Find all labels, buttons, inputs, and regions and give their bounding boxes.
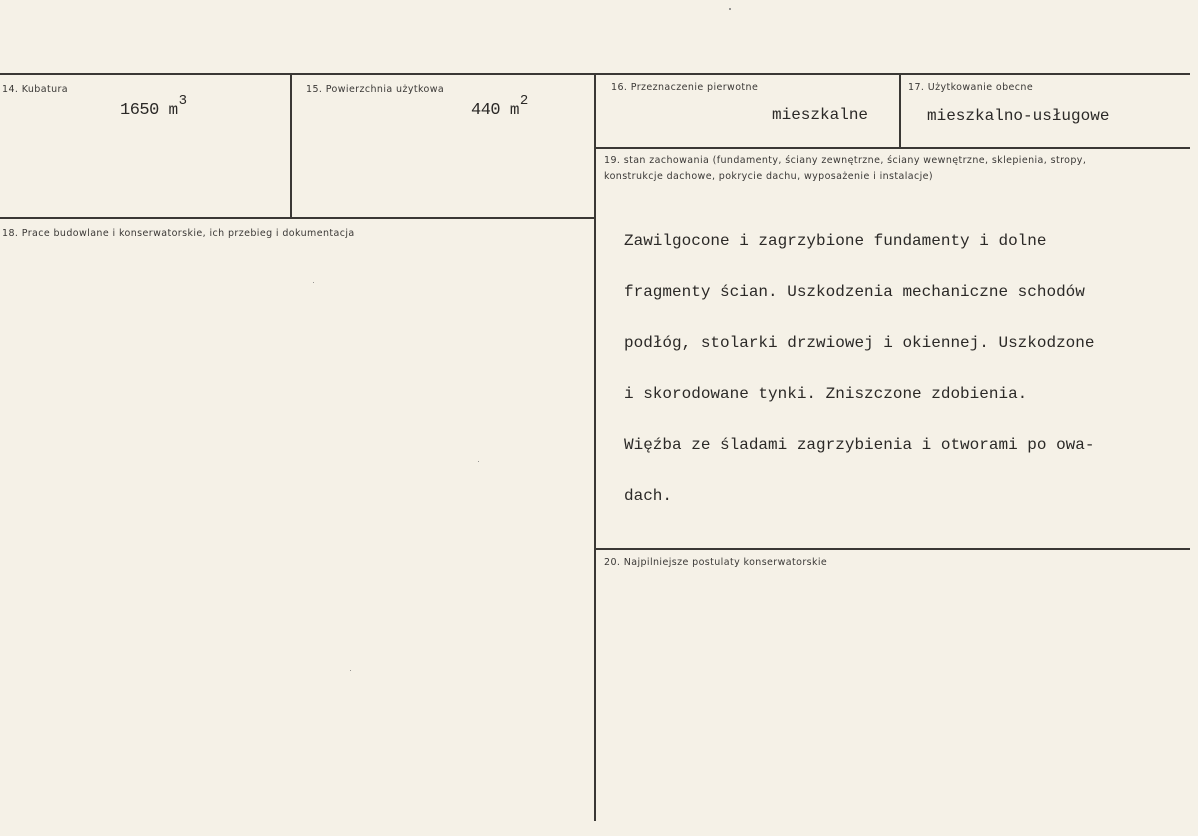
- field-14-label: 14. Kubatura: [2, 84, 69, 95]
- field-19-label: 19. stan zachowania (fundamenty, ściany zewnętrzne, ściany wewnętrzne, sklepienia, stropy, konstrukcje dachowe, pokrycie dachu, wyposażenie i instalacje): [604, 155, 1087, 182]
- field-16-label: 16. Przeznaczenie pierwotne: [611, 82, 759, 93]
- paper-speck: [350, 670, 351, 671]
- divider-left-right: [594, 74, 596, 821]
- condition-line: Więźba ze śladami zagrzybienia i otworami po owa-: [624, 436, 1095, 454]
- field-18-label: 18. Prace budowlane i konserwatorskie, ich przebieg i dokumentacja: [2, 228, 355, 239]
- field-14-value: [120, 93, 187, 120]
- condition-line: dach.: [624, 487, 673, 505]
- paper-speck: [313, 282, 314, 283]
- field-15-label: 15. Powierzchnia użytkowa: [306, 84, 445, 95]
- area-number: 440: [471, 101, 501, 120]
- rule-under-14-15: [0, 217, 595, 219]
- field-17-value: mieszkalno-usługowe: [927, 107, 1110, 125]
- paper-speck: [729, 8, 731, 10]
- volume-unit: m: [168, 101, 178, 119]
- field-16-value: mieszkalne: [772, 106, 869, 124]
- rule-above-20: [595, 548, 1190, 550]
- volume-number: 1650: [120, 101, 159, 120]
- field-15-value: [471, 93, 528, 120]
- rule-under-16-17: [595, 147, 1190, 149]
- divider-14-15: [290, 74, 292, 218]
- field-17-label: 17. Użytkowanie obecne: [908, 82, 1034, 93]
- field-20-label: 20. Najpilniejsze postulaty konserwatorskie: [604, 557, 828, 568]
- condition-line: fragmenty ścian. Uszkodzenia mechaniczne schodów: [624, 283, 1085, 301]
- condition-line: Zawilgocone i zagrzybione fundamenty i dolne: [624, 232, 1047, 250]
- volume-exponent: 3: [178, 93, 187, 109]
- condition-line: i skorodowane tynki. Zniszczone zdobienia.: [624, 385, 1028, 403]
- area-exponent: 2: [519, 93, 528, 109]
- divider-16-17: [899, 74, 901, 148]
- condition-line: podłóg, stolarki drzwiowej i okiennej. Uszkodzone: [624, 334, 1095, 352]
- condition-description: [624, 199, 1094, 539]
- paper-speck: [478, 461, 479, 462]
- area-unit: m: [509, 101, 519, 119]
